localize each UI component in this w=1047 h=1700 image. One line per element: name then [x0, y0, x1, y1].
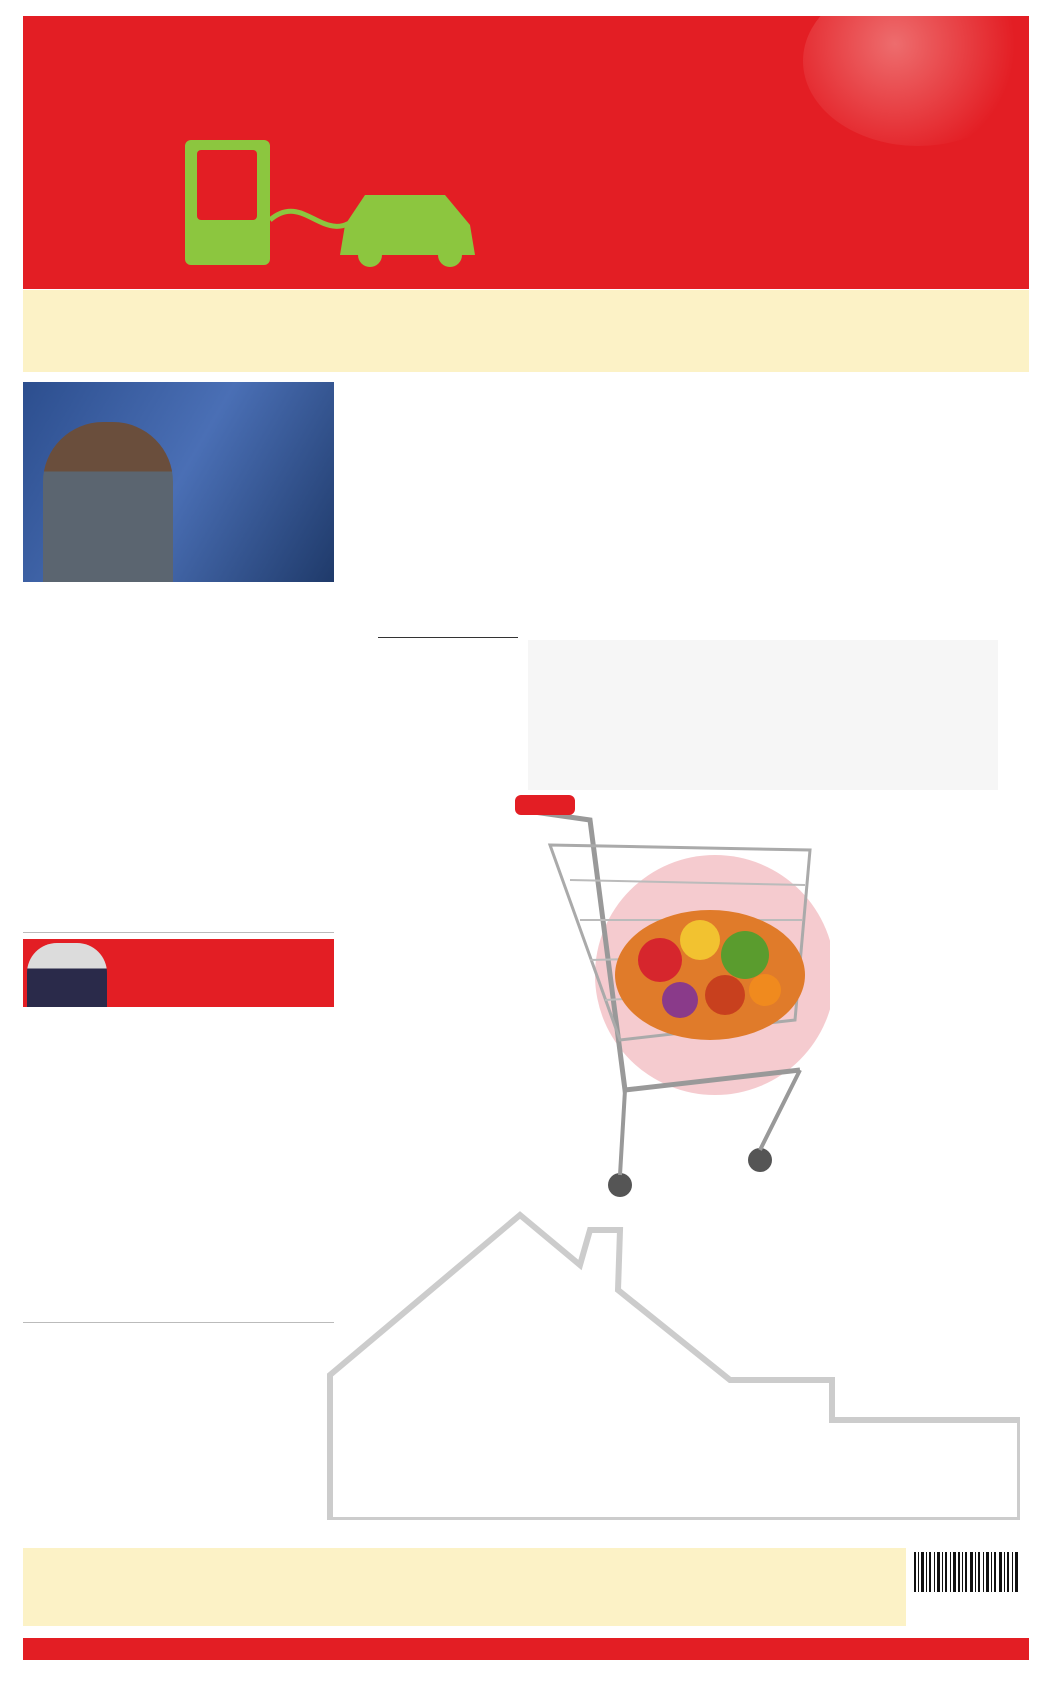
minister-figure [43, 422, 173, 582]
author-rule [378, 637, 518, 638]
columnist-photo [27, 943, 107, 1007]
barcode [906, 1548, 1029, 1626]
ukrayna-col-1 [23, 1093, 173, 1107]
ukrayna-col-2 [185, 1093, 335, 1107]
hydrogen-car-icon [175, 130, 505, 275]
house-outline [320, 1185, 1020, 1520]
shopping-cart-photo [510, 790, 830, 1220]
divider [23, 1322, 334, 1323]
footer-bar [23, 1638, 1029, 1660]
masthead [23, 16, 1029, 289]
minister-photo [23, 382, 334, 582]
yatirimci-col-2 [185, 1392, 335, 1405]
yatirimci-article [23, 1392, 334, 1405]
divider [23, 932, 334, 933]
chart-background [528, 640, 998, 790]
barcode-digits [906, 1596, 1029, 1598]
oner-guncavdi-promo[interactable] [23, 939, 334, 1007]
bottom-teasers [23, 1548, 1029, 1626]
barcode-icon [912, 1552, 1022, 1592]
globe-graphic [803, 16, 1029, 146]
market-ticker [23, 290, 1029, 372]
yatirimci-col-1 [23, 1392, 173, 1405]
inflation-chart [528, 640, 998, 790]
ukrayna-article [23, 1093, 334, 1107]
